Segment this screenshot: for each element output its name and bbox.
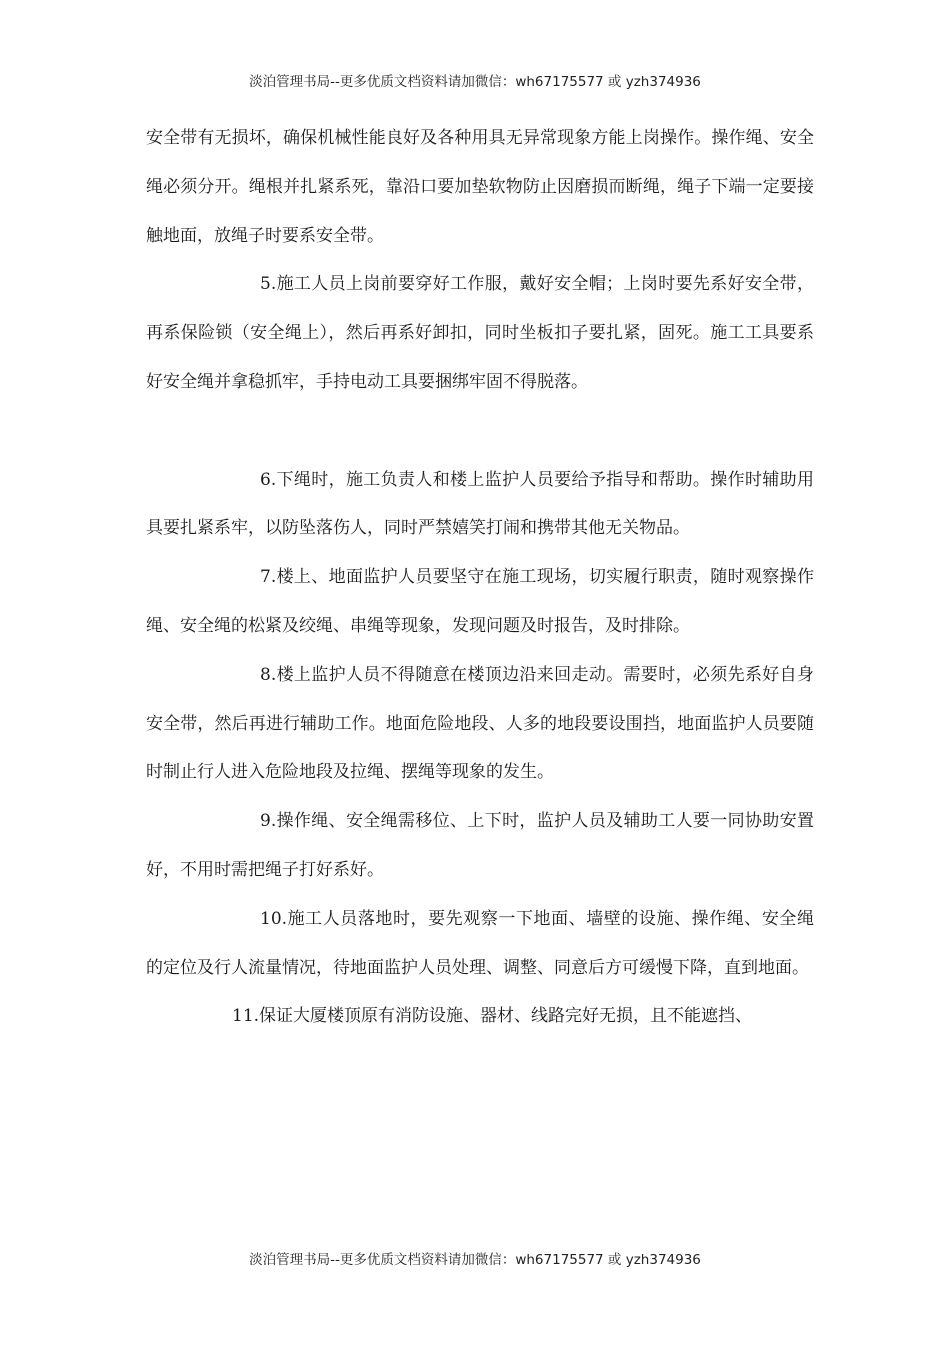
paragraph-spacer bbox=[146, 407, 814, 456]
paragraph-item-5: 5.施工人员上岗前要穿好工作服，戴好安全帽；上岗时要先系好安全带，再系保险锁（安全绳上），然后再系好卸扣，同时坐板扣子要扎紧，固死。施工工具要系好安全绳并拿稳抓牢，手持电动工具要捆绑牢固不得脱落。 bbox=[146, 274, 814, 392]
page-footer: 淡泊管理书局--更多优质文档资料请加微信：wh67175577 或 yzh374936 bbox=[249, 1252, 701, 1268]
paragraph-item-10: 10.施工人员落地时，要先观察一下地面、墙壁的设施、操作绳、安全绳的定位及行人流量情况，待地面监护人员处理、调整、同意后方可缓慢下降，直到地面。 bbox=[146, 908, 814, 978]
paragraph-item-9: 9.操作绳、安全绳需移位、上下时，监护人员及辅助工人要一同协助安置好，不用时需把绳子打好系好。 bbox=[146, 811, 814, 880]
paragraph-continuation: 安全带有无损坏，确保机械性能良好及各种用具无异常现象方能上岗操作。操作绳、安全绳必须分开。绳根并扎紧系死，靠沿口要加垫软物防止因磨损而断绳，绳子下端一定要接触地面，放绳子时要系安全带。 bbox=[146, 128, 814, 246]
page-header: 淡泊管理书局--更多优质文档资料请加微信：wh67175577 或 yzh374936 bbox=[249, 74, 701, 90]
paragraph-item-6: 6.下绳时，施工负责人和楼上监护人员要给予指导和帮助。操作时辅助用具要扎紧系牢，以防坠落伤人，同时严禁嬉笑打闹和携带其他无关物品。 bbox=[146, 469, 814, 539]
paragraph-item-8: 8.楼上监护人员不得随意在楼顶边沿来回走动。需要时，必须先系好自身安全带，然后再进行辅助工作。地面危险地段、人多的地段要设围挡，地面监护人员要随时制止行人进入危险地段及拉绳、摆绳等现象的发生。 bbox=[146, 664, 814, 783]
document-body bbox=[146, 114, 814, 1041]
paragraph-item-7: 7.楼上、地面监护人员要坚守在施工现场，切实履行职责，随时观察操作绳、安全绳的松紧及绞绳、串绳等现象，发现问题及时报告，及时排除。 bbox=[146, 567, 814, 636]
paragraph-item-11: 11.保证大厦楼顶原有消防设施、器材、线路完好无损，且不能遮挡、 bbox=[232, 1006, 753, 1027]
